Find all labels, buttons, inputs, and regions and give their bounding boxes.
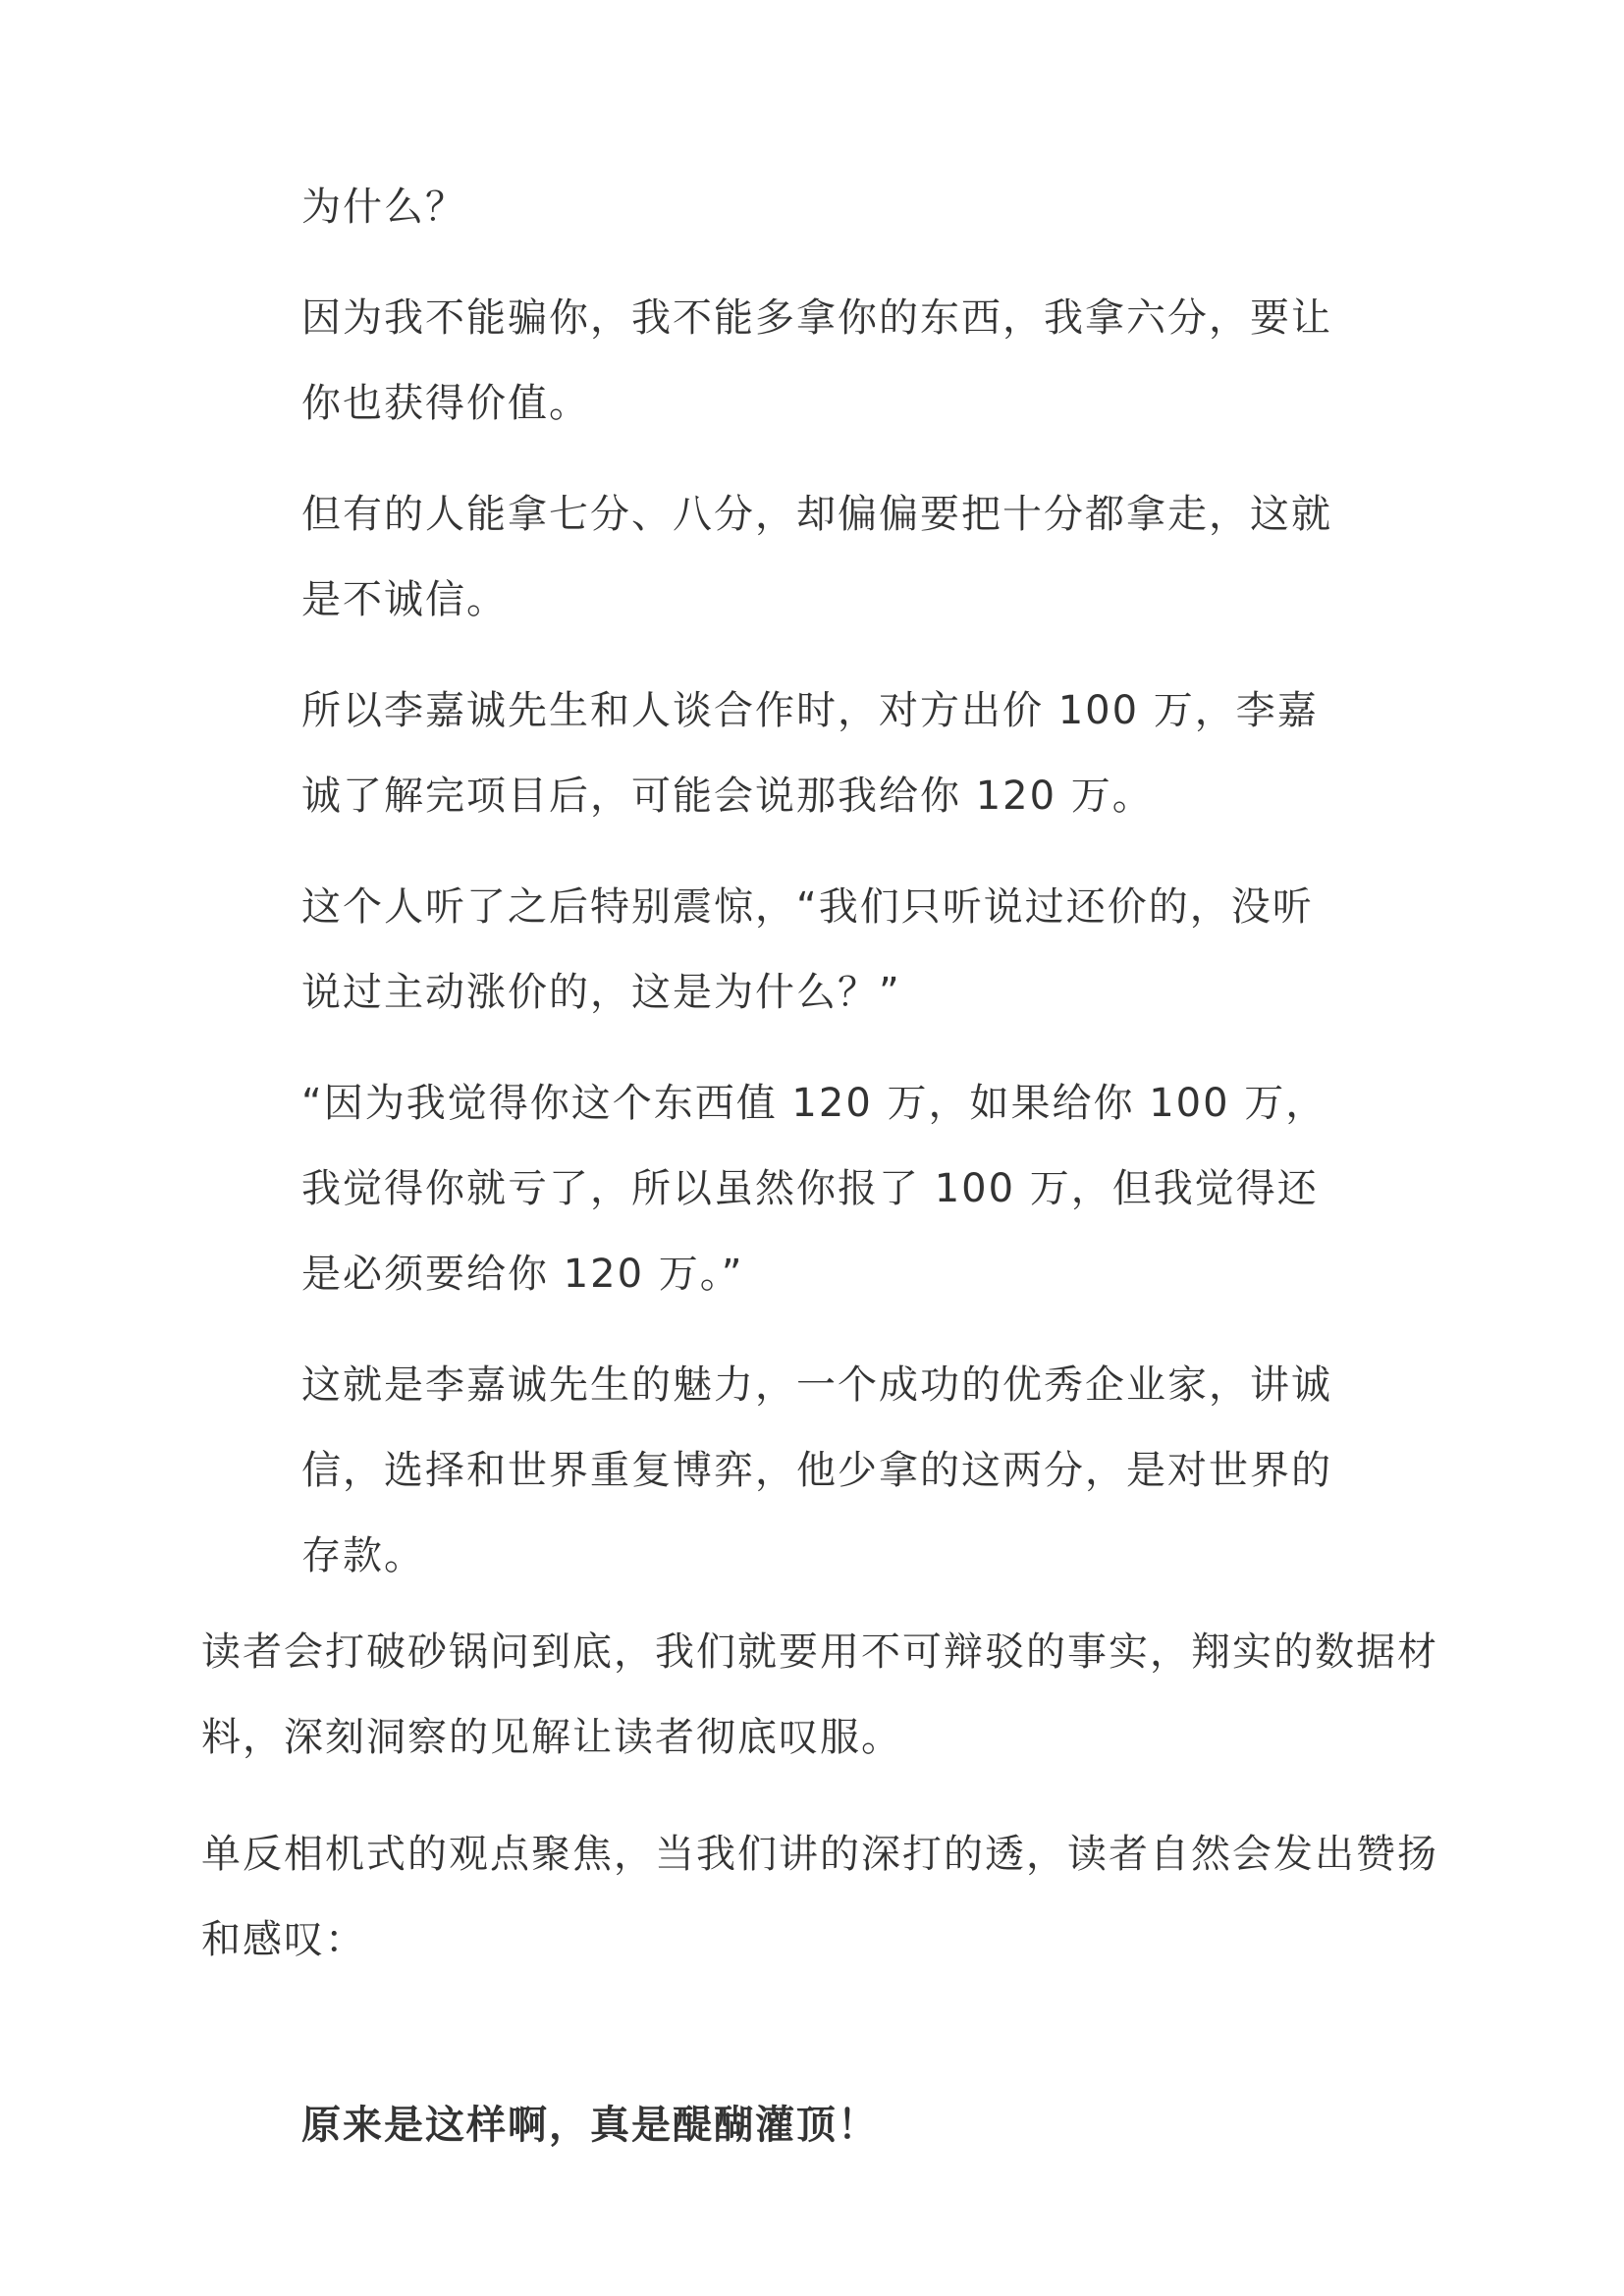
quote-paragraph-4: 所以李嘉诚先生和人谈合作时，对方出价 100 万，李嘉诚了解完项目后，可能会说那我给你 120 万。 (301, 688, 1319, 819)
body-paragraph-2: 单反相机式的观点聚焦，当我们讲的深打的透，读者自然会发出赞扬和感叹： (201, 1832, 1438, 1962)
quote-paragraph-7: 这就是李嘉诚先生的魅力，一个成功的优秀企业家，讲诚信，选择和世界重复博弈，他少拿的这两分，是对世界的存款。 (301, 1362, 1332, 1578)
quote-paragraph-2: 因为我不能骗你，我不能多拿你的东西，我拿六分，要让你也获得价值。 (301, 295, 1332, 426)
quote-paragraph-3: 但有的人能拿七分、八分，却偏偏要把十分都拿走，这就是不诚信。 (301, 492, 1332, 622)
body-paragraph-1: 读者会打破砂锅问到底，我们就要用不可辩驳的事实，翔实的数据材料，深刻洞察的见解让读者彻底叹服。 (201, 1629, 1438, 1760)
emphasis-line: 原来是这样啊，真是醍醐灌顶！ (301, 2103, 879, 2148)
quote-paragraph-5: 这个人听了之后特别震惊，“我们只听说过还价的，没听说过主动涨价的，这是为什么？” (301, 884, 1314, 1015)
quote-paragraph-1: 为什么？ (301, 185, 466, 230)
body-text (201, 1610, 1438, 2014)
quoted-passage (301, 165, 1342, 1625)
quote-paragraph-6: “因为我觉得你这个东西值 120 万，如果给你 100 万，我觉得你就亏了，所以虽然你报了 100 万，但我觉得还是必须要给你 120 万。” (301, 1081, 1327, 1297)
